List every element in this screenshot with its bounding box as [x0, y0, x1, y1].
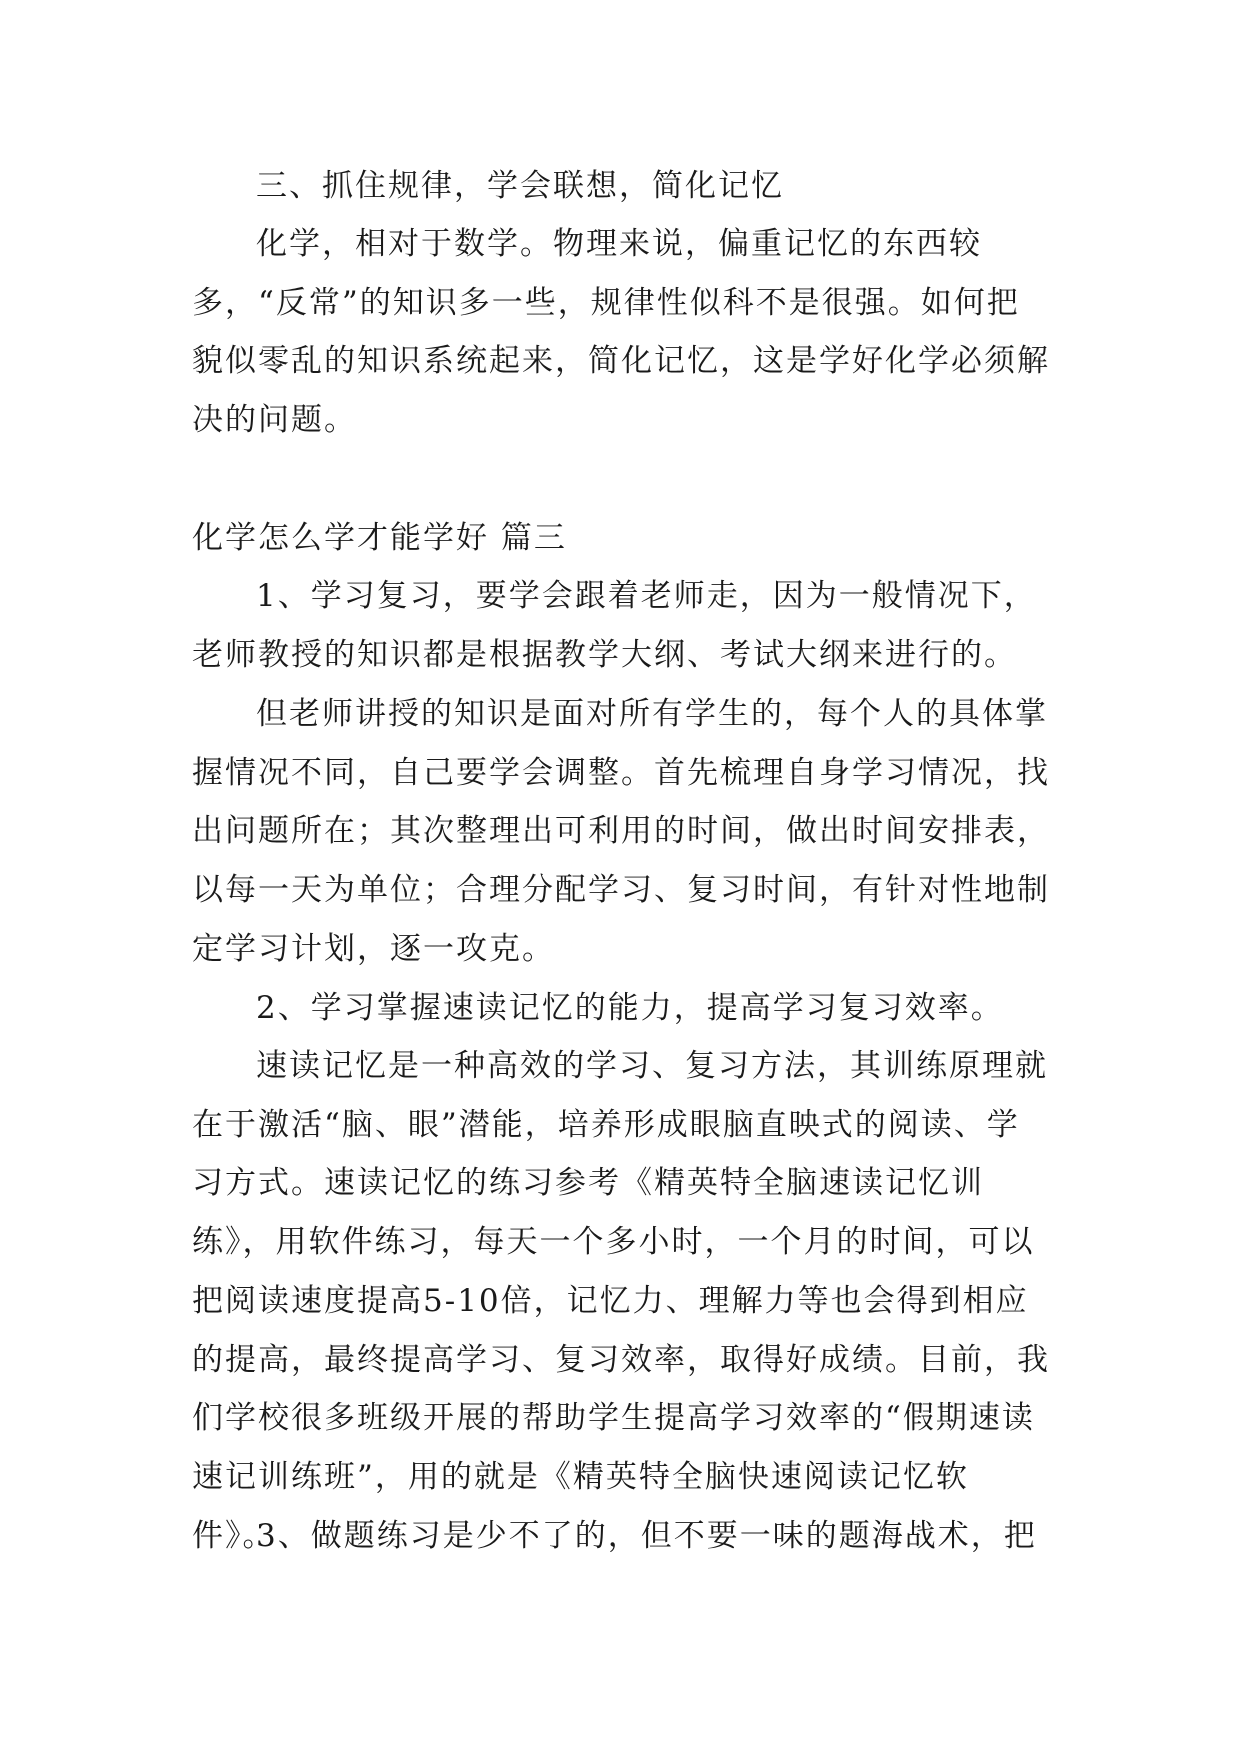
- paragraph-speed-reading-detail: 速读记忆是一种高效的学习、复习方法，其训练原理就在于激活“脑、眼”潜能，培养形成眼脑直映式的阅读、学习方式。速读记忆的练习参考《精英特全脑速读记忆训练》，用软件练习，每天一个多小时，一个月的时间，可以把阅读速度提高5-10倍，记忆力、理解力等也会得到相应的提高，最终提高学习、复习效率，取得好成绩。目前，我们学校很多班级开展的帮助学生提高学习效率的“假期速读速记训练班”，用的就是《精英特全脑快速阅读记忆软件》。: [192, 1048, 1050, 1554]
- paragraph-adjust-plan: 但老师讲授的知识是面对所有学生的，每个人的具体掌握情况不同，自己要学会调整。首先梳理自身学习情况，找出问题所在；其次整理出可利用的时间，做出时间安排表，以每一天为单位；合理分配学习、复习时间，有针对性地制定学习计划，逐一攻克。: [192, 696, 1050, 967]
- paragraph-memory: 化学，相对于数学。物理来说，偏重记忆的东西较多，“反常”的知识多一些，规律性似科不是很强。如何把貌似零乱的知识系统起来，简化记忆，这是学好化学必须解决的问题。: [192, 226, 1050, 439]
- article-title: 化学怎么学才能学好 篇三: [192, 520, 567, 556]
- section-heading: 三、抓住规律，学会联想，简化记忆: [256, 168, 784, 204]
- paragraph-practice: 3、做题练习是少不了的，但不要一味的题海战术，把: [256, 1518, 1037, 1554]
- paragraph-follow-teacher: 1、学习复习，要学会跟着老师走，因为一般情况下，老师教授的知识都是根据教学大纲、考试大纲来进行的。: [192, 578, 1037, 673]
- paragraph-speed-reading-point: 2、学习掌握速读记忆的能力，提高学习复习效率。: [256, 990, 1004, 1026]
